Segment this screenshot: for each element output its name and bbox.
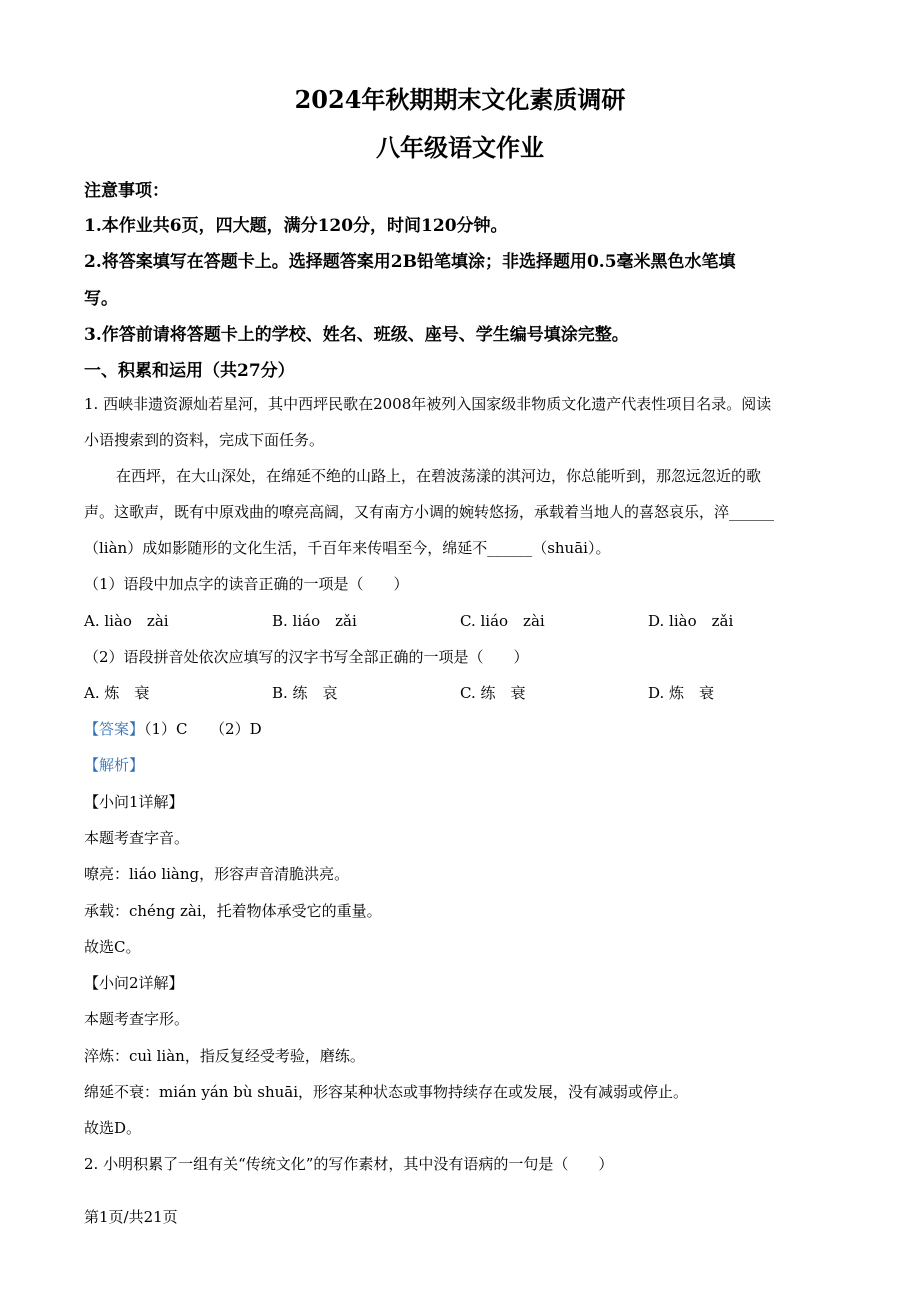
document-subtitle: 八年级语文作业: [376, 133, 544, 162]
page-footer: 第1页/共21页: [84, 1208, 178, 1226]
sub1-option-d: D. liào zǎi: [648, 612, 734, 630]
sub2-option-b: B. 练 哀: [272, 684, 338, 702]
passage-line-1: 在西坪，在大山深处，在绵延不绝的山路上，在碧波荡漾的淇河边，你总能听到，那忽远忽近的歌: [116, 467, 762, 485]
note-item-2: 2.将答案填写在答题卡上。选择题答案用2B铅笔填涂；非选择题用0.5毫米黑色水笔填: [84, 252, 736, 272]
detail-2-tag: 【小问2详解】: [84, 974, 184, 992]
detail-1-line-3: 承载：chéng zài，托着物体承受它的重量。: [84, 902, 382, 920]
note-item-1: 1.本作业共6页，四大题，满分120分，时间120分钟。: [84, 216, 508, 236]
notes-heading: 注意事项：: [84, 181, 169, 201]
detail-1-line-4: 故选C。: [84, 938, 141, 956]
sub1-option-a: A. liào zài: [84, 612, 169, 630]
detail-2-line-3: 绵延不衰：mián yán bù shuāi，形容某种状态或事物持续存在或发展，没有减弱或停止。: [84, 1083, 689, 1101]
sub2-option-a: A. 炼 衰: [84, 684, 150, 702]
question-1-text-cont: 小语搜索到的资料，完成下面任务。: [84, 431, 325, 449]
detail-1-line-2: 嘹亮：liáo liàng，形容声音清脆洪亮。: [84, 865, 350, 883]
sub1-option-c: C. liáo zài: [460, 612, 545, 630]
question-1-text: 1. 西峡非遗资源灿若星河，其中西坪民歌在2008年被列入国家级非物质文化遗产代表性项目名录。阅读: [84, 395, 772, 413]
answer-tag: 【答案】: [84, 720, 145, 738]
document-title: 2024年秋期期末文化素质调研: [294, 85, 626, 114]
analysis-tag: 【解析】: [84, 756, 145, 774]
answer-line: [84, 718, 262, 739]
sub2-option-c: C. 练 衰: [460, 684, 526, 702]
detail-1-line-1: 本题考查字音。: [84, 829, 190, 847]
question-2-text: 2. 小明积累了一组有关“传统文化”的写作素材，其中没有语病的一句是（ ）: [84, 1155, 614, 1173]
passage-line-2: 声。这歌声，既有中原戏曲的嘹亮高阔，又有南方小调的婉转悠扬，承载着当地人的喜怒哀乐，淬______: [84, 503, 775, 521]
note-item-3: 3.作答前请将答题卡上的学校、姓名、班级、座号、学生编号填涂完整。: [84, 325, 629, 345]
sub1-option-b: B. liáo zǎi: [272, 612, 357, 630]
note-item-2-cont: 写。: [84, 289, 118, 309]
section-heading: 一、积累和运用（共27分）: [84, 361, 295, 381]
detail-2-line-1: 本题考查字形。: [84, 1010, 190, 1028]
sub-question-2: （2）语段拼音处依次应填写的汉字书写全部正确的一项是（ ）: [84, 648, 529, 666]
answer-text: （1）C （2）D: [144, 720, 262, 738]
passage-line-3: （liàn）成如影随形的文化生活，千百年来传唱至今，绵延不______（shuāi）。: [84, 539, 611, 557]
detail-2-line-4: 故选D。: [84, 1119, 142, 1137]
sub-question-1: （1）语段中加点字的读音正确的一项是（ ）: [84, 575, 409, 593]
sub2-option-d: D. 炼 衰: [648, 684, 715, 702]
detail-2-line-2: 淬炼：cuì liàn，指反复经受考验，磨练。: [84, 1047, 365, 1065]
detail-1-tag: 【小问1详解】: [84, 793, 184, 811]
